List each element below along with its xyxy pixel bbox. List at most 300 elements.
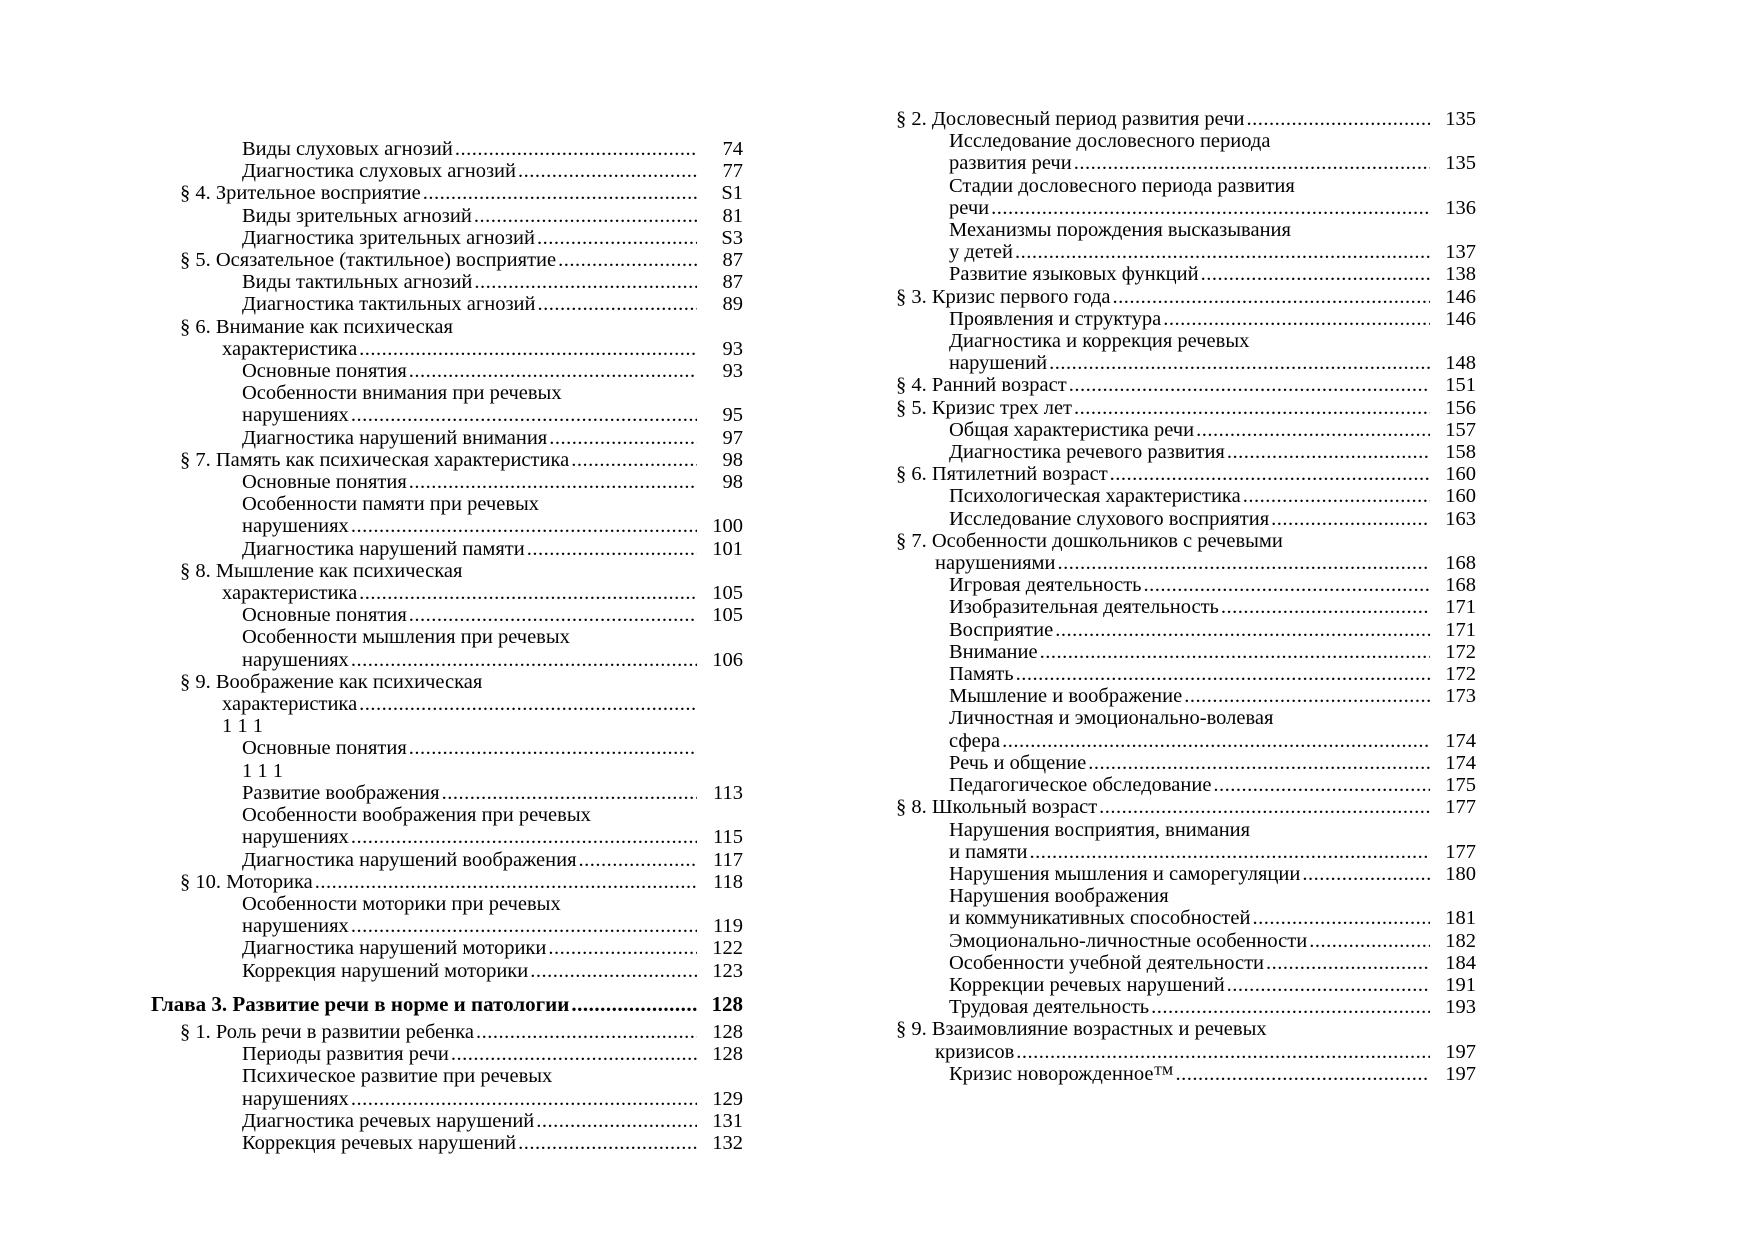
dot-leader (1002, 730, 1430, 752)
toc-page-number: 146 (1445, 285, 1476, 308)
toc-right (876, 108, 1476, 1085)
toc-entry-text: Диагностика нарушений памяти (242, 537, 525, 560)
toc-entry-text: Нарушения восприятия, внимания (949, 818, 1251, 841)
dot-leader (1184, 685, 1430, 707)
toc-page-number: 100 (712, 515, 743, 538)
toc-page-number: S1 (721, 182, 743, 205)
toc-entry (949, 596, 1476, 618)
toc-entry-text: Диагностика речевых нарушений (242, 1109, 535, 1132)
toc-entry (180, 560, 743, 604)
toc-entry (242, 360, 743, 382)
toc-entry-text: Основные понятия (242, 471, 407, 494)
toc-page-number: 191 (1445, 973, 1476, 996)
dot-leader (518, 160, 697, 182)
toc-page-number: 132 (712, 1131, 743, 1154)
toc-entry (949, 263, 1476, 285)
dot-leader (1110, 463, 1430, 485)
toc-entry-text: Кризис новорожденное™ (949, 1062, 1174, 1085)
dot-leader (1266, 952, 1430, 974)
toc-entry-text: § 9. Взаимовлияние возрастных и речевых (896, 1018, 1267, 1041)
dot-leader (1016, 1041, 1430, 1063)
toc-page-number: 87 (722, 271, 743, 294)
toc-entry-text: § 9. Воображение как психическая (180, 670, 483, 693)
toc-page-number: 156 (1445, 396, 1476, 419)
toc-entry (180, 671, 743, 715)
toc-entry-continuation: нарушений (949, 352, 1048, 375)
toc-entry (949, 752, 1476, 774)
toc-page-number: 135 (1445, 108, 1476, 130)
dot-leader (518, 1132, 697, 1154)
toc-page-number: 171 (1445, 618, 1476, 641)
toc-entry (949, 619, 1476, 641)
toc-entry-text: 1 1 1 (242, 759, 283, 782)
toc-entry (180, 182, 743, 204)
toc-entry (242, 160, 743, 182)
toc-entry-text: Психологическая характеристика (949, 485, 1241, 508)
toc-entry (242, 227, 743, 249)
toc-page-number: 98 (722, 471, 743, 494)
toc-entry-text: Восприятие (949, 618, 1054, 641)
toc-entry (949, 485, 1476, 507)
right-page (876, 0, 1753, 1241)
toc-entry-text: Коррекция нарушений моторики (242, 959, 529, 982)
toc-entry-text: § 10. Моторика (180, 870, 313, 893)
toc-entry-continuation: и коммуникативных способностей (949, 907, 1251, 930)
toc-entry-text: Психическое развитие при речевых (242, 1065, 553, 1088)
toc-entry (242, 849, 743, 871)
toc-entry (949, 885, 1476, 929)
toc-entry-text: Нарушения мышления и саморегуляции (949, 862, 1301, 885)
toc-entry (949, 863, 1476, 885)
toc-page-number: 174 (1445, 751, 1476, 774)
dot-leader (409, 604, 697, 626)
toc-entry-text: Диагностика зрительных агнозий (242, 226, 535, 249)
toc-entry-text: Личностная и эмоционально-волевая (949, 707, 1274, 730)
dot-leader (455, 138, 697, 160)
dot-leader (1176, 1063, 1430, 1085)
dot-leader (351, 515, 697, 537)
toc-entry-text: § 6. Внимание как психическая (180, 315, 453, 338)
toc-entry-continuation: речи (949, 196, 990, 219)
toc-page-number: 131 (712, 1109, 743, 1132)
toc-entry (242, 626, 743, 670)
toc-page-number: 146 (1445, 307, 1476, 330)
toc-page-number: 197 (1445, 1040, 1476, 1063)
toc-entry (242, 493, 743, 537)
toc-entry (896, 1018, 1476, 1062)
toc-page-number: 151 (1445, 374, 1476, 397)
toc-entry-text: Особенности мышления при речевых (242, 626, 570, 649)
toc-page-number: 172 (1445, 640, 1476, 663)
dot-leader (1030, 841, 1431, 863)
toc-page-number: 135 (1445, 152, 1476, 175)
toc-entry-text: Основные понятия (242, 360, 407, 383)
toc-entry-text: § 8. Мышление как психическая (180, 559, 463, 582)
dot-leader (1113, 286, 1430, 308)
toc-entry-text: Стадии дословесного периода развития (949, 174, 1295, 197)
toc-page-number: 137 (1445, 241, 1476, 264)
toc-entry (242, 293, 743, 315)
toc-entry (242, 382, 743, 426)
toc-page-number: 77 (722, 160, 743, 183)
dot-leader (1252, 907, 1430, 929)
toc-left (0, 138, 743, 1154)
toc-page-number: 129 (712, 1087, 743, 1110)
toc-entry-text: Коррекция речевых нарушений (242, 1131, 517, 1154)
dot-leader (351, 915, 697, 937)
toc-entry (949, 996, 1476, 1018)
toc-entry-text: Виды слуховых агнозий (242, 138, 453, 160)
toc-entry (949, 330, 1476, 374)
dot-leader (538, 293, 698, 315)
toc-entry-continuation: нарушениях (242, 404, 349, 427)
toc-entry (949, 774, 1476, 796)
dot-leader (474, 271, 697, 293)
toc-entry-continuation: характеристика (222, 693, 358, 716)
toc-entry-text: § 4. Зрительное восприятие (180, 182, 421, 205)
toc-entry (949, 930, 1476, 952)
toc-page-number: 113 (713, 781, 743, 804)
toc-entry (949, 685, 1476, 707)
dot-leader (1151, 996, 1430, 1018)
dot-leader (558, 249, 697, 271)
toc-entry-text: § 7. Особенности дошкольников с речевыми (896, 529, 1283, 552)
dot-leader (1040, 641, 1430, 663)
toc-entry-continuation: нарушениях (242, 515, 349, 538)
toc-entry-text: Проявления и структура (949, 307, 1162, 330)
toc-entry-continuation: нарушениями (935, 552, 1056, 575)
toc-page-number: 87 (722, 249, 743, 272)
toc-page-number: 138 (1445, 263, 1476, 286)
toc-entry (949, 441, 1476, 463)
dot-leader (351, 649, 697, 671)
toc-entry (896, 397, 1476, 419)
toc-entry (949, 974, 1476, 996)
toc-page-number: 171 (1445, 596, 1476, 619)
toc-entry (896, 108, 1476, 130)
toc-entry-continuation: у детей (949, 241, 1013, 264)
toc-entry (896, 286, 1476, 308)
dot-leader (1227, 974, 1430, 996)
dot-leader (1243, 485, 1430, 507)
dot-leader (442, 782, 697, 804)
toc-entry (180, 715, 743, 737)
toc-entry-text: Периоды развития речи (242, 1043, 449, 1066)
toc-entry-text: Коррекции речевых нарушений (949, 973, 1225, 996)
toc-entry-text: § 5. Кризис трех лет (896, 396, 1073, 419)
toc-entry-continuation: развития речи (949, 152, 1072, 175)
toc-entry (242, 1043, 743, 1065)
toc-entry (180, 316, 743, 360)
toc-entry-text: § 2. Дословесный период развития речи (896, 108, 1245, 130)
toc-page-number: 157 (1445, 418, 1476, 441)
toc-entry-text: § 6. Пятилетний возраст (896, 463, 1108, 486)
toc-entry-text: 1 1 1 (222, 715, 263, 738)
toc-entry-text: Мышление и воображение (949, 685, 1183, 708)
toc-entry (242, 138, 743, 160)
dot-leader (1099, 796, 1430, 818)
dot-leader (359, 693, 697, 715)
toc-page-number: 193 (1445, 996, 1476, 1019)
toc-entry-text: Изобразительная деятельность (949, 596, 1219, 619)
dot-leader (1213, 774, 1430, 796)
toc-page-number: 177 (1445, 840, 1476, 863)
chapter-title: Глава 3. Развитие речи в норме и патологии (151, 991, 570, 1016)
toc-entry-text: Трудовая деятельность (949, 996, 1150, 1019)
toc-entry (896, 463, 1476, 485)
toc-entry (896, 796, 1476, 818)
toc-page-number: 148 (1445, 352, 1476, 375)
toc-page-number: 173 (1445, 685, 1476, 708)
toc-entry-text: Диагностика речевого развития (949, 441, 1225, 464)
toc-page-number: 160 (1445, 463, 1476, 486)
toc-page-number: 123 (712, 959, 743, 982)
dot-leader (351, 404, 697, 426)
toc-page-number: 136 (1445, 196, 1476, 219)
dot-leader (571, 993, 697, 1015)
toc-page-number: 97 (722, 426, 743, 449)
toc-entry-text: Педагогическое обследование (949, 774, 1212, 797)
dot-leader (423, 182, 697, 204)
dot-leader (1309, 930, 1430, 952)
dot-leader (1074, 397, 1430, 419)
toc-entry-continuation: и памяти (949, 840, 1028, 863)
dot-leader (1247, 108, 1430, 130)
toc-entry-text: Основные понятия (242, 604, 407, 627)
toc-entry-text: Игровая деятельность (949, 574, 1142, 597)
toc-entry-continuation: кризисов (935, 1040, 1015, 1063)
dot-leader (359, 338, 697, 360)
dot-leader (1271, 508, 1430, 530)
toc-entry-text: Речь и общение (949, 751, 1087, 774)
toc-entry-continuation: характеристика (222, 582, 358, 605)
toc-entry (949, 574, 1476, 596)
toc-entry (896, 374, 1476, 396)
toc-page-number: 98 (722, 448, 743, 471)
dot-leader (451, 1043, 697, 1065)
toc-entry (896, 530, 1476, 574)
toc-entry-text: Общая характеристика речи (949, 418, 1195, 441)
dot-leader (1227, 441, 1430, 463)
toc-entry (949, 641, 1476, 663)
toc-entry-continuation: сфера (949, 729, 1001, 752)
toc-entry (242, 538, 743, 560)
toc-page-number: 95 (722, 404, 743, 427)
toc-entry (180, 871, 743, 893)
dot-leader (1088, 752, 1430, 774)
dot-leader (476, 1021, 697, 1043)
toc-entry (949, 663, 1476, 685)
toc-entry (180, 449, 743, 471)
toc-page-number: 128 (712, 1020, 743, 1043)
toc-page-number: 197 (1445, 1062, 1476, 1085)
dot-leader (409, 360, 697, 382)
toc-entry-text: Исследование дословесного периода (949, 130, 1271, 153)
toc-entry (180, 249, 743, 271)
toc-entry (949, 1063, 1476, 1085)
toc-entry-continuation: характеристика (222, 337, 358, 360)
toc-entry-text: Эмоционально-личностные особенности (949, 929, 1308, 952)
toc-entry (151, 993, 743, 1015)
toc-entry (949, 219, 1476, 263)
toc-page-number: 93 (722, 360, 743, 383)
toc-entry (949, 952, 1476, 974)
toc-entry-text: Особенности памяти при речевых (242, 493, 540, 516)
toc-entry (242, 937, 743, 959)
toc-page-number: 158 (1445, 441, 1476, 464)
toc-page-number: S3 (721, 226, 743, 249)
toc-page-number: 119 (713, 915, 743, 938)
toc-page-number: 180 (1445, 862, 1476, 885)
dot-leader (409, 737, 697, 759)
toc-entry (242, 471, 743, 493)
toc-page-number: 174 (1445, 729, 1476, 752)
dot-leader (537, 227, 697, 249)
toc-entry-text: Особенности воображения при речевых (242, 804, 591, 827)
toc-entry-continuation: нарушениях (242, 826, 349, 849)
toc-entry-text: Диагностика нарушений моторики (242, 937, 547, 960)
toc-page-number: 168 (1445, 552, 1476, 575)
dot-leader (1074, 152, 1430, 174)
toc-page-number: 172 (1445, 663, 1476, 686)
toc-page-number: 115 (713, 826, 743, 849)
toc-page-number: 163 (1445, 507, 1476, 530)
toc-page-number: 93 (722, 337, 743, 360)
toc-entry-text: Основные понятия (242, 737, 407, 760)
toc-entry (949, 308, 1476, 330)
dot-leader (409, 471, 697, 493)
toc-entry-text: Механизмы порождения высказывания (949, 219, 1291, 242)
toc-entry-text: Развитие воображения (242, 781, 440, 804)
dot-leader (571, 449, 697, 471)
toc-entry-text: Виды тактильных агнозий (242, 271, 473, 294)
dot-leader (530, 960, 697, 982)
toc-entry-text: Исследование слухового восприятия (949, 507, 1270, 530)
toc-page-number: 117 (713, 848, 743, 871)
toc-entry-continuation: нарушениях (242, 915, 349, 938)
toc-entry (949, 819, 1476, 863)
dot-leader (536, 1110, 697, 1132)
toc-page-number: 122 (712, 937, 743, 960)
dot-leader (351, 826, 697, 848)
toc-entry-text: Диагностика нарушений внимания (242, 426, 548, 449)
toc-entry (180, 1021, 743, 1043)
toc-entry-text: Память (949, 663, 1014, 686)
toc-entry (242, 760, 743, 782)
toc-entry (242, 271, 743, 293)
toc-entry (949, 707, 1476, 751)
toc-entry-text: Диагностика нарушений воображения (242, 848, 577, 871)
dot-leader (1058, 552, 1431, 574)
toc-entry (949, 508, 1476, 530)
toc-entry (242, 782, 743, 804)
dot-leader (359, 582, 697, 604)
dot-leader (1163, 308, 1430, 330)
toc-page-number: 101 (712, 537, 743, 560)
toc-entry-text: § 7. Память как психическая характеристика (180, 448, 570, 471)
toc-entry-text: Особенности учебной деятельности (949, 951, 1265, 974)
toc-entry-text: Диагностика тактильных агнозий (242, 293, 536, 316)
dot-leader (474, 205, 697, 227)
toc-entry-text: § 8. Школьный возраст (896, 796, 1098, 819)
toc-entry-text: § 5. Осязательное (тактильное) восприятие (180, 249, 557, 272)
toc-entry (949, 130, 1476, 174)
left-page (0, 0, 876, 1241)
toc-page-number: 128 (711, 991, 743, 1016)
toc-entry-text: Нарушения воображения (949, 885, 1169, 908)
dot-leader (351, 1088, 697, 1110)
toc-page-number: 74 (722, 138, 743, 160)
dot-leader (1221, 596, 1430, 618)
toc-page-number: 105 (712, 582, 743, 605)
toc-entry (242, 1065, 743, 1109)
toc-entry (242, 1132, 743, 1154)
toc-page-number: 168 (1445, 574, 1476, 597)
toc-page-number: 106 (712, 648, 743, 671)
dot-leader (1144, 574, 1430, 596)
toc-entry-text: Особенности внимания при речевых (242, 382, 562, 405)
toc-page-number: 81 (722, 204, 743, 227)
toc-entry-text: Развитие языковых функций (949, 263, 1199, 286)
toc-entry (242, 604, 743, 626)
toc-page-number: 182 (1445, 929, 1476, 952)
toc-entry (242, 893, 743, 937)
dot-leader (1196, 419, 1430, 441)
dot-leader (991, 197, 1430, 219)
toc-page-number: 177 (1445, 796, 1476, 819)
dot-leader (1201, 263, 1430, 285)
dot-leader (1015, 241, 1430, 263)
dot-leader (527, 538, 697, 560)
dot-leader (1302, 863, 1430, 885)
toc-entry-continuation: нарушениях (242, 1087, 349, 1110)
dot-leader (579, 849, 698, 871)
toc-page-number: 184 (1445, 951, 1476, 974)
dot-leader (315, 871, 697, 893)
toc-entry-continuation: нарушениях (242, 648, 349, 671)
toc-page-number: 105 (712, 604, 743, 627)
toc-entry-text: § 4. Ранний возраст (896, 374, 1067, 397)
toc-entry-text: § 3. Кризис первого года (896, 285, 1111, 308)
dot-leader (1016, 663, 1430, 685)
toc-entry-text: Внимание (949, 640, 1038, 663)
dot-leader (548, 937, 697, 959)
toc-page-number: 128 (712, 1043, 743, 1066)
toc-entry (242, 427, 743, 449)
dot-leader (1069, 374, 1430, 396)
toc-entry-text: § 1. Роль речи в развитии ребенка (180, 1020, 474, 1043)
toc-entry-text: Виды зрительных агнозий (242, 204, 472, 227)
toc-entry-text: Диагностика и коррекция речевых (949, 330, 1250, 353)
toc-entry (949, 419, 1476, 441)
toc-entry (949, 175, 1476, 219)
toc-entry (242, 804, 743, 848)
dot-leader (549, 427, 697, 449)
toc-page-number: 175 (1445, 774, 1476, 797)
toc-page-number: 181 (1445, 907, 1476, 930)
dot-leader (1055, 619, 1430, 641)
toc-page-number: 118 (713, 870, 743, 893)
toc-page-number: 160 (1445, 485, 1476, 508)
toc-entry (242, 1110, 743, 1132)
toc-entry (242, 205, 743, 227)
toc-entry-text: Диагностика слуховых агнозий (242, 160, 516, 183)
toc-entry (242, 960, 743, 982)
dot-leader (1049, 352, 1430, 374)
toc-entry-text: Особенности моторики при речевых (242, 892, 561, 915)
toc-entry (242, 737, 743, 759)
toc-page-number: 89 (722, 293, 743, 316)
